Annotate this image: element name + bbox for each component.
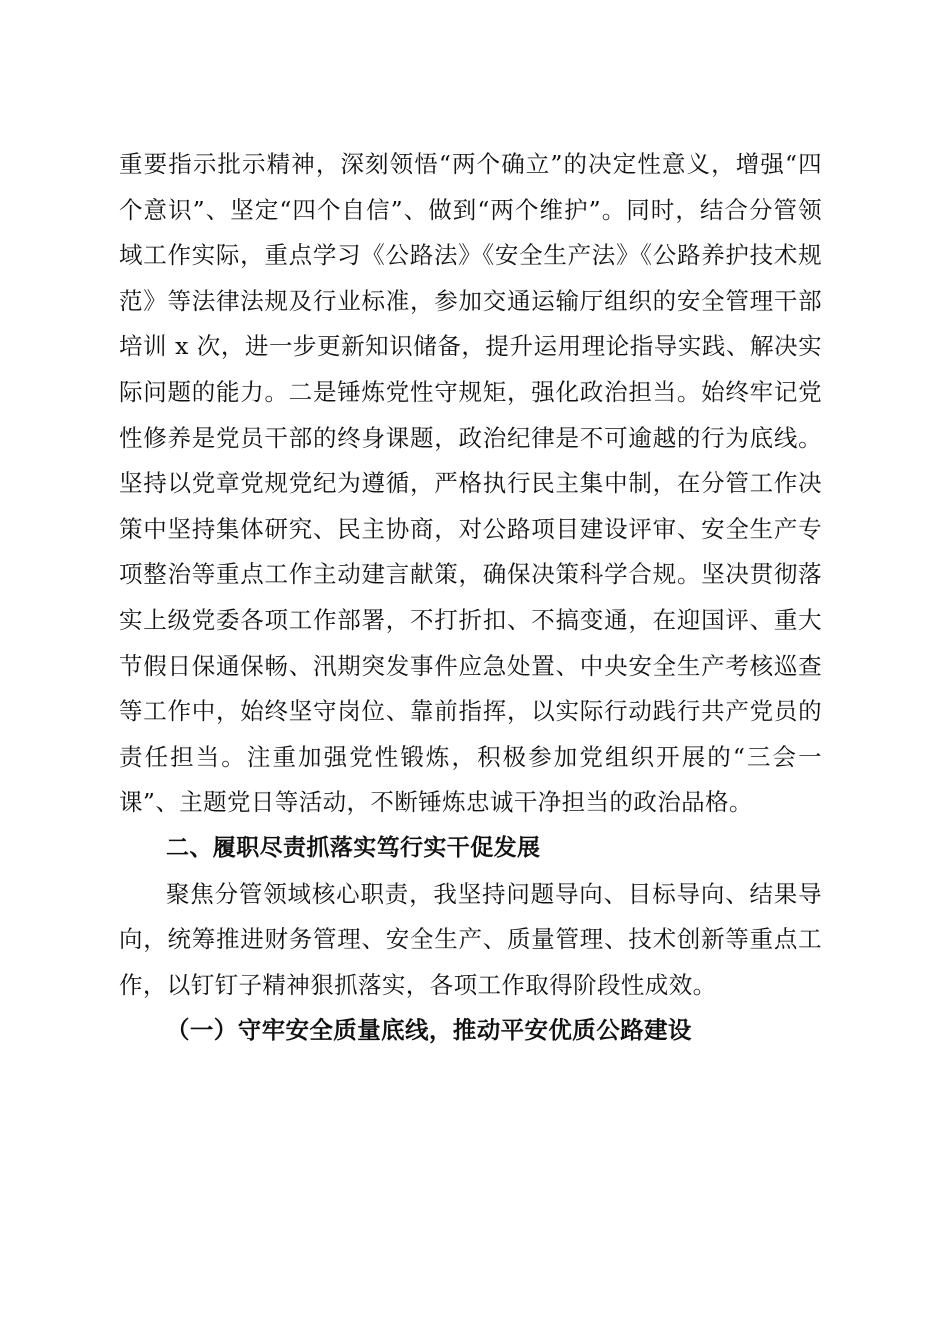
- document-body: [119, 142, 822, 1054]
- section-intro-paragraph: 聚焦分管领域核心职责，我坚持问题导向、目标导向、结果导向，统筹推进财务管理、安全生产、质量管理、技术创新等重点工作，以钉钉子精神狠抓落实，各项工作取得阶段性成效。: [119, 879, 822, 999]
- subsection-heading: （一）守牢安全质量底线，推动平安优质公路建设: [166, 1016, 692, 1045]
- section-heading: 二、履职尽责抓落实笃行实干促发展: [166, 834, 541, 861]
- continued-paragraph: 重要指示批示精神，深刻领悟“两个确立”的决定性意义，增强“四个意识”、坚定“四个自信”、做到“两个维护”。同时，结合分管领域工作实际，重点学习《公路法》《安全生产法》《公路养护技术规范》等法律法规及行业标准，参加交通运输厅组织的安全管理干部培训 x 次，进一步更新知识储备，提升运用理论指导实践、解决实际问题的能力。二是锤炼党性守规矩，强化政治担当。始终牢记党性修养是党员干部的终身课题，政治纪律是不可逾越的行为底线。坚持以党章党规党纪为遵循，严格执行民主集中制，在分管工作决策中坚持集体研究、民主协商，对公路项目建设评审、安全生产专项整治等重点工作主动建言献策，确保决策科学合规。坚决贯彻落实上级党委各项工作部署，不打折扣、不搞变通，在迎国评、重大节假日保通保畅、汛期突发事件应急处置、中央安全生产考核巡查等工作中，始终坚守岗位、靠前指挥，以实际行动践行共产党员的责任担当。注重加强党性锻炼，积极参加党组织开展的“三会一课”、主题党日等活动，不断锤炼忠诚干净担当的政治品格。: [119, 150, 822, 817]
